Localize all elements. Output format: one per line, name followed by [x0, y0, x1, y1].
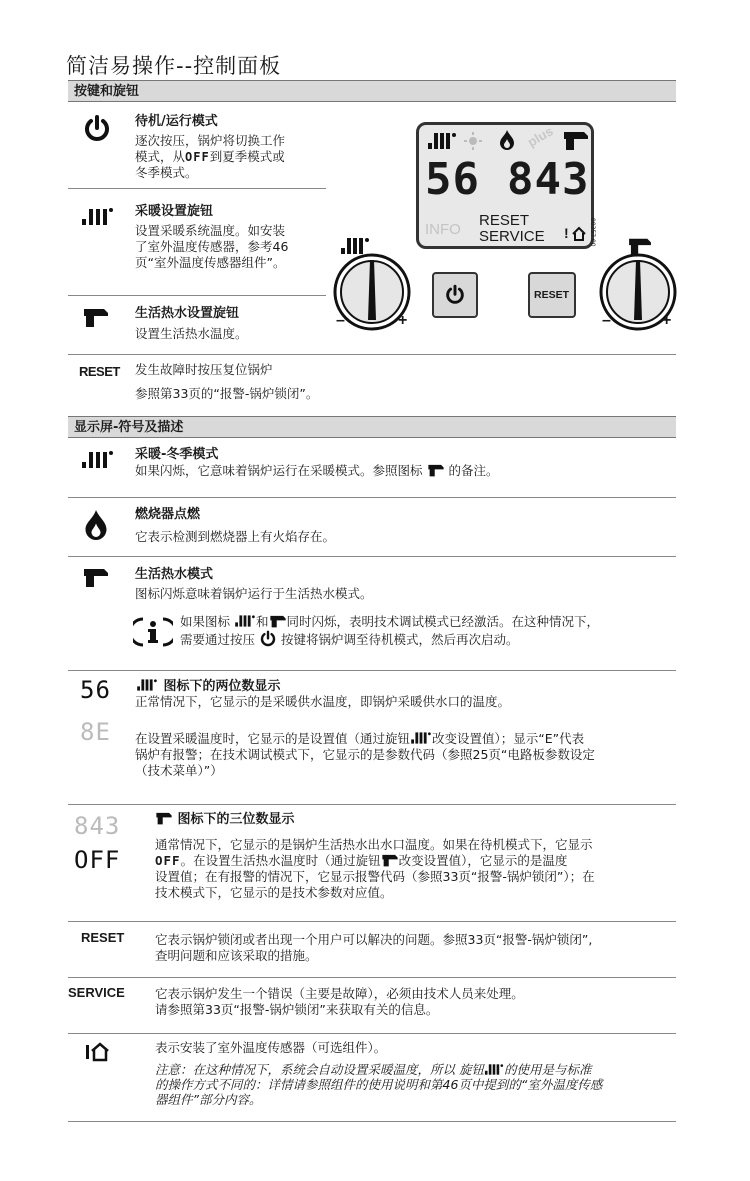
lcd-display	[416, 122, 594, 249]
warning-mark: !	[564, 225, 569, 241]
standby-text: 逐次按压，锅炉将切换工作 模式，从OFF到夏季模式或 冬季模式。	[135, 133, 286, 180]
service-indicator-label: SERVICE	[68, 985, 125, 1000]
heating-mode-text: 如果闪烁，它意味着锅炉运行在采暖模式。参照图标 的备注。	[135, 463, 499, 478]
panel-code: 00357.00	[589, 218, 596, 247]
outdoor-sensor-icon	[84, 1041, 110, 1063]
plus-indicator: plus	[525, 123, 556, 150]
info-icon	[133, 615, 173, 649]
service-indicator-text: 它表示锅炉发生一个错误（主要是故障），必须由技术人员来处理。 请参照第33页“报警-锅炉锁闭”来获取有关的信息。	[155, 986, 524, 1017]
divider	[68, 1033, 676, 1034]
dhw-note: 如果图标 和 同时闪烁，表明技术调试模式已经激活。在这种情况下， 需要通过按压 按键将锅炉调至待机模式，然后再次启动。	[180, 614, 600, 647]
divider	[68, 295, 326, 296]
lcd-right-digits: 843	[507, 154, 590, 205]
section-buttons-header: 按键和旋钮	[68, 80, 676, 102]
divider	[68, 804, 676, 805]
dhw-knob-text: 设置生活热水温度。	[135, 326, 248, 341]
divider	[68, 670, 676, 671]
standby-heading: 待机/运行模式	[135, 114, 218, 129]
lcd-left-digits: 56	[425, 154, 480, 205]
tap-icon	[381, 853, 399, 867]
dhw-mode-heading: 生活热水模式	[135, 567, 214, 582]
divider	[68, 188, 326, 189]
lcd-reset-service: RESET SERVICE	[479, 212, 545, 245]
reset-indicator-text: 它表示锅炉锁闭或者出现一个用户可以解决的问题。参照33页“报警-锅炉锁闭”, 查明问题和应该采取的措施。	[155, 932, 593, 963]
knob-plus-left: +	[398, 312, 408, 329]
knob-minus-right: –	[602, 312, 611, 329]
tap-icon	[82, 306, 110, 328]
sensor-text: 表示安装了室外温度传感器（可选组件）。	[155, 1040, 387, 1055]
divider	[68, 497, 676, 498]
power-icon	[82, 114, 112, 144]
heating-mode-heading: 采暖-冬季模式	[135, 447, 219, 462]
tap-icon	[269, 614, 287, 628]
dhw-knob-heading: 生活热水设置旋钮	[135, 306, 240, 321]
flame-heading: 燃烧器点燃	[135, 507, 201, 522]
three-digit-off-sample: OFF	[74, 846, 121, 874]
reset-label: RESET	[79, 364, 120, 379]
two-digit-error-sample: 8E	[80, 718, 111, 746]
three-digit-heading: 图标下的三位数显示	[155, 808, 295, 827]
dhw-mode-text: 图标闪烁意味着锅炉运行于生活热水模式。	[135, 586, 373, 601]
page-title: 简洁易操作--控制面板	[66, 54, 282, 78]
sun-icon	[463, 131, 483, 151]
tap-icon	[427, 463, 445, 477]
house-icon	[571, 226, 587, 242]
power-icon	[259, 630, 277, 648]
tap-icon	[82, 566, 110, 588]
knob-plus-right: +	[662, 312, 672, 329]
three-digit-text: 通常情况下，它显示的是锅炉生活热水出水口温度。如果在待机模式下，它显示 OFF。在设置生活热水温度时（通过旋钮 改变设置值），它显示的是温度 设置值；在有报警的情况下，它显示报警代码（参照33页“报警-锅炉锁闭”）；在 技术模式下，它显示的是技术参数对应值。	[155, 837, 595, 900]
tap-icon	[155, 811, 173, 825]
heating-icon	[427, 131, 457, 151]
divider	[68, 921, 676, 922]
flame-icon	[499, 129, 515, 151]
reset-indicator-label: RESET	[81, 930, 125, 945]
two-digit-sample: 56	[80, 676, 111, 704]
heating-icon	[80, 448, 114, 470]
tap-icon	[562, 129, 590, 151]
lcd-info: INFO	[425, 221, 461, 238]
two-digit-heading: 图标下的两位数显示	[135, 675, 281, 694]
reset-text: 发生故障时按压复位锅炉 参照第33页的“报警-锅炉锁闭”。	[135, 362, 319, 401]
flame-icon	[84, 508, 108, 542]
heating-icon	[135, 678, 159, 692]
heating-icon	[410, 731, 432, 745]
heating-icon	[234, 614, 256, 628]
reset-button-label: RESET	[534, 289, 570, 301]
heating-knob-heading: 采暖设置旋钮	[135, 204, 214, 219]
sensor-note: 注意：在这种情况下，系统会自动设置采暖温度，所以 旋钮 的使用是与标准 的操作方式不同的：详情请参照组件的使用说明和第46页中提到的“室外温度传感 器组件”部分内容。	[155, 1062, 603, 1107]
three-digit-sample: 843	[74, 812, 121, 840]
heating-icon	[80, 205, 114, 227]
heating-icon	[484, 1063, 504, 1076]
divider	[68, 1121, 676, 1122]
divider	[68, 977, 676, 978]
heating-knob-text: 设置采暖系统温度。如安装 了室外温度传感器，参考46 页“室外温度传感器组件”。	[135, 223, 289, 270]
reset-button[interactable]	[528, 272, 576, 318]
two-digit-text1: 正常情况下，它显示的是采暖供水温度，即锅炉采暖供水口的温度。	[135, 694, 511, 709]
flame-text: 它表示检测到燃烧器上有火焰存在。	[135, 529, 336, 544]
two-digit-text2: 在设置采暖温度时，它显示的是设置值（通过旋钮 改变设置值）；显示“E”代表 锅炉有报警；在技术调试模式下，它显示的是参数代码（参照25页“电路板参数设定 （技术菜单）”）	[135, 731, 595, 778]
knob-minus-left: –	[336, 312, 345, 329]
power-button[interactable]	[432, 272, 478, 318]
power-icon	[444, 284, 466, 306]
divider	[68, 354, 676, 355]
section-display-header: 显示屏-符号及描述	[68, 416, 676, 438]
divider	[68, 556, 676, 557]
